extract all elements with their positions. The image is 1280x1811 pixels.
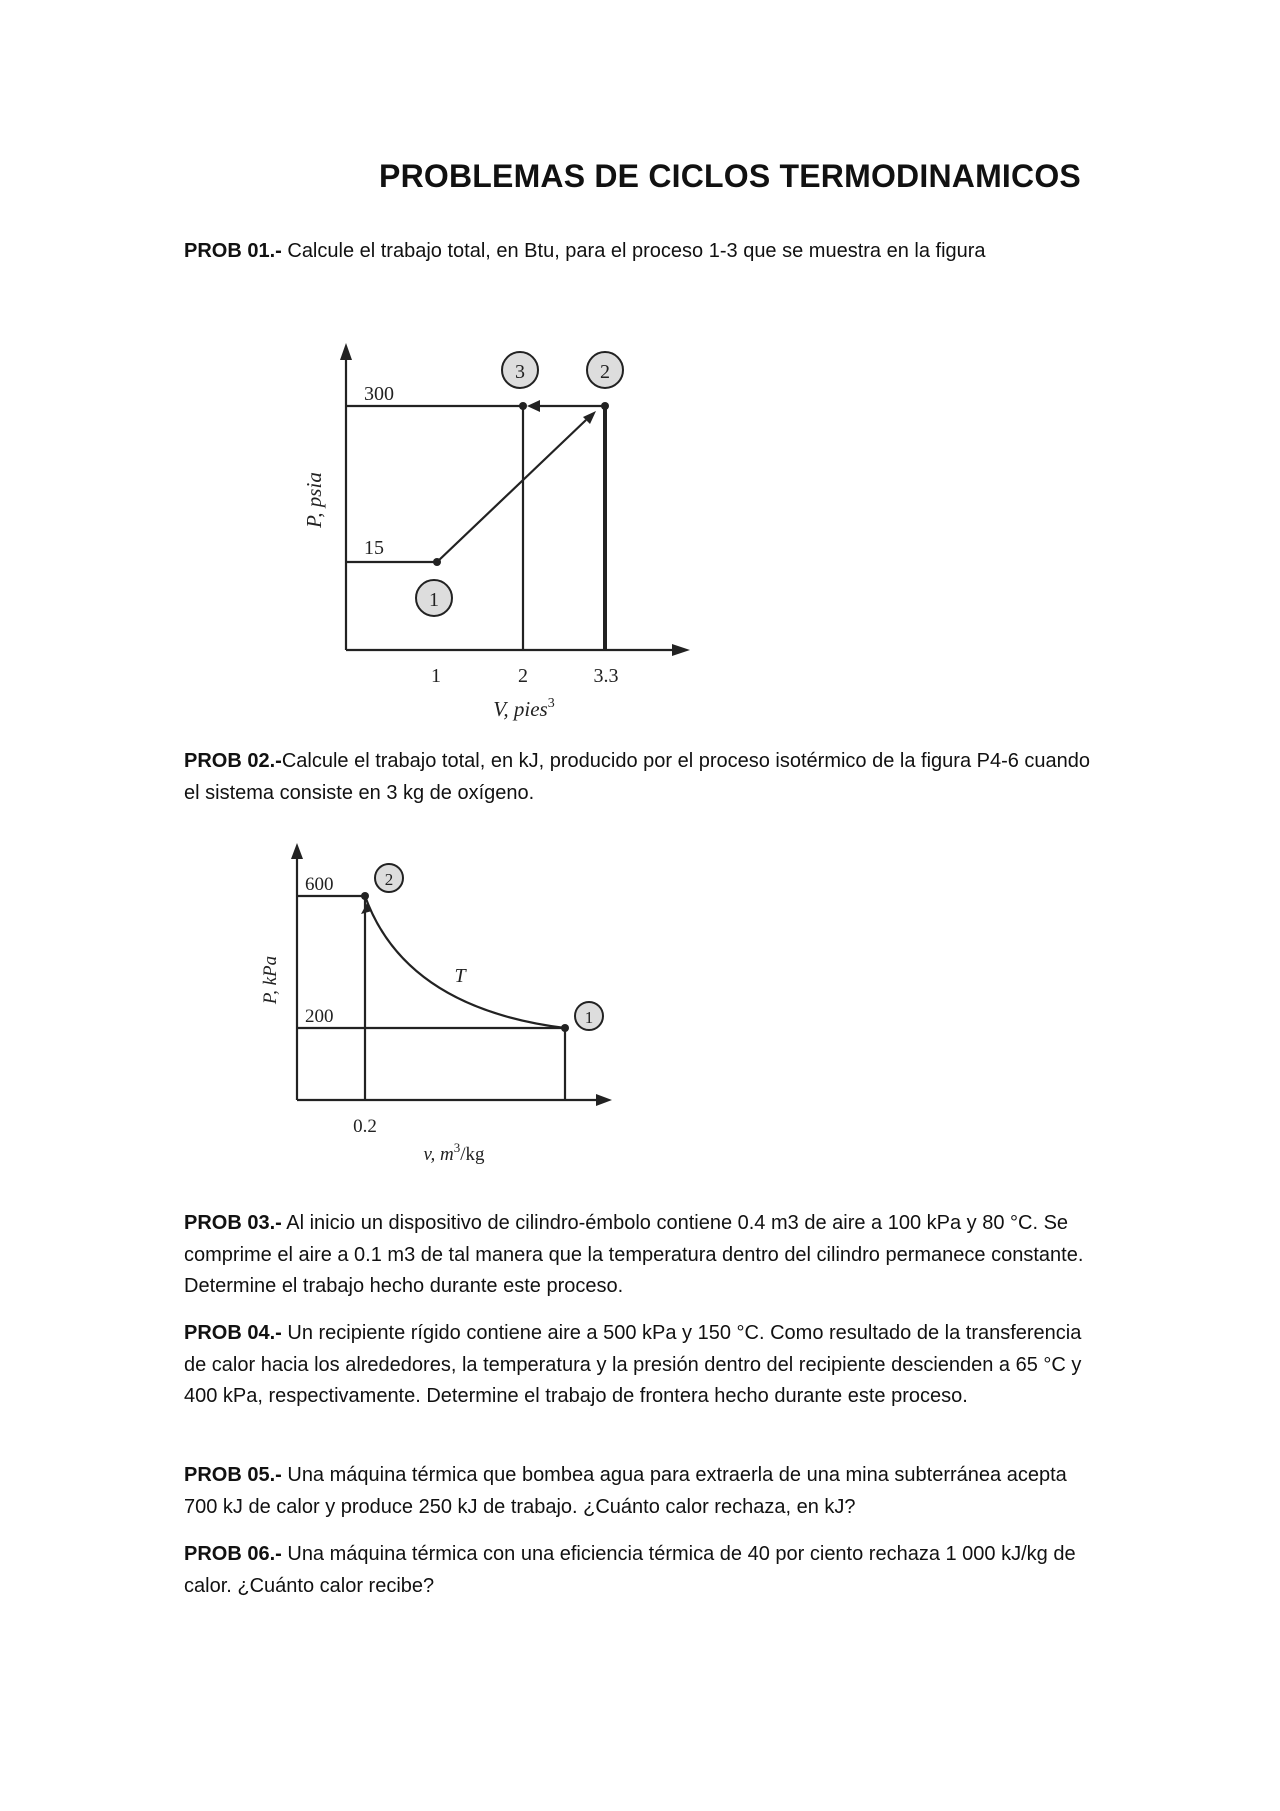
problem-4-text: Un recipiente rígido contiene aire a 500 kPa y 150 °C. Como resultado de la transferencia de calor hacia los alrededores, la temperatura y la presión dentro del recipiente descienden a 65 °C y 400 kPa, respectivamente. Determine el trabajo de frontera hecho durante este proceso. <box>184 1322 1082 1407</box>
problem-3-text: Al inicio un dispositivo de cilindro-émbolo contiene 0.4 m3 de aire a 100 kPa y 80 °C. Se comprime el aire a 0.1 m3 de tal manera que la temperatura dentro del cilindro permanece constante. Determine el trabajo hecho durante este proceso. <box>184 1212 1084 1297</box>
fig1-process-1-2 <box>437 420 586 562</box>
fig2-curve-arrow <box>361 903 372 914</box>
fig1-point-2 <box>601 402 609 410</box>
problem-5-label: PROB 05.- <box>184 1464 282 1486</box>
fig2-y-tick-600: 600 <box>305 874 334 895</box>
fig2-point-2 <box>361 892 369 900</box>
problem-3 <box>184 1208 1104 1303</box>
fig1-state-label-3: 3 <box>515 361 525 383</box>
fig1-y-axis-label: P, psia <box>302 472 326 528</box>
problem-5-text: Una máquina térmica que bombea agua para extraerla de una mina subterránea acepta 700 kJ de calor y produce 250 kJ de trabajo. ¿Cuánto calor rechaza, en kJ? <box>184 1464 1067 1518</box>
fig1-x-axis-label: V, pies$^3$ <box>493 696 555 721</box>
problem-6-text: Una máquina térmica con una eficiencia térmica de 40 por ciento rechaza 1 000 kJ/kg de calor. ¿Cuánto calor recibe? <box>184 1543 1076 1597</box>
fig1-point-1 <box>433 558 441 566</box>
fig2-y-axis-label: P, kPa <box>260 955 281 1005</box>
fig2-y-axis-arrow <box>291 843 303 859</box>
page-title: PROBLEMAS DE CICLOS TERMODINAMICOS <box>379 158 1081 194</box>
problem-5 <box>184 1460 1104 1523</box>
fig1-state-label-2: 2 <box>600 361 610 383</box>
problem-3-label: PROB 03.- <box>184 1212 282 1234</box>
fig1-x-tick-2: 2 <box>518 665 528 687</box>
problem-2 <box>184 746 1104 809</box>
problem-4-label: PROB 04.- <box>184 1322 282 1344</box>
problem-1-label: PROB 01.- <box>184 240 282 262</box>
problem-2-text: Calcule el trabajo total, en kJ, producido por el proceso isotérmico de la figura P4-6 cuando el sistema consiste en 3 kg de oxígeno. <box>184 750 1091 804</box>
figure-2-pv-diagram <box>250 830 630 1170</box>
fig1-y-tick-15: 15 <box>364 537 384 559</box>
fig2-point-1 <box>561 1024 569 1032</box>
fig2-curve-label: T <box>454 965 466 987</box>
fig2-state-label-2: 2 <box>384 870 394 889</box>
fig1-process-arrow-2 <box>527 400 540 412</box>
fig2-y-tick-200: 200 <box>305 1006 334 1027</box>
fig1-point-3 <box>519 402 527 410</box>
problem-4 <box>184 1318 1104 1413</box>
problem-2-label: PROB 02.- <box>184 750 282 772</box>
fig2-isotherm-curve <box>365 896 565 1028</box>
fig2-x-axis-arrow <box>596 1094 612 1106</box>
fig1-x-tick-3-3: 3.3 <box>593 665 619 687</box>
fig2-state-label-1: 1 <box>584 1008 594 1027</box>
fig1-x-axis-arrow <box>672 644 690 656</box>
problem-1-text: Calcule el trabajo total, en Btu, para el proceso 1-3 que se muestra en la figura <box>281 240 986 262</box>
figure-1-pv-diagram <box>290 330 710 730</box>
fig1-y-tick-300: 300 <box>364 383 394 405</box>
fig2-x-axis-label: v, $m^3/kg$ <box>423 1140 485 1165</box>
fig1-x-tick-1: 1 <box>431 665 441 687</box>
problem-6-label: PROB 06.- <box>184 1543 282 1565</box>
fig1-y-axis-arrow <box>340 343 352 360</box>
fig2-x-tick-0-2: 0.2 <box>353 1116 377 1137</box>
fig1-state-label-1: 1 <box>429 589 439 611</box>
problem-6 <box>184 1539 1104 1602</box>
problem-1 <box>184 236 1104 268</box>
